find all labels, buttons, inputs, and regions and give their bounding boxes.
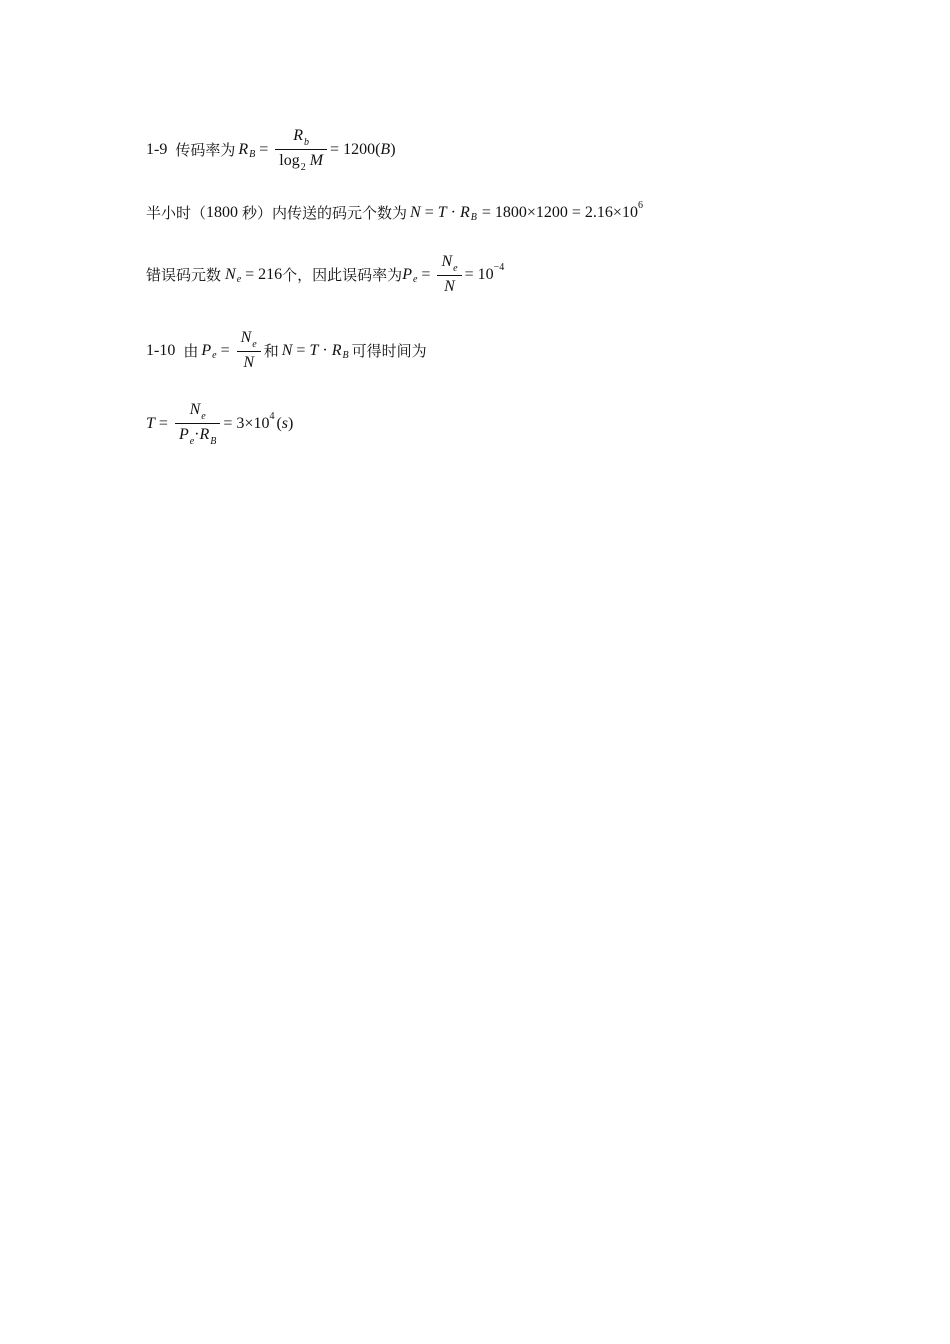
var-n-denominator: N — [444, 278, 455, 295]
sub-b-numerator: b — [304, 137, 310, 148]
result-1200: = 1200( — [330, 140, 381, 158]
equation-final-time: T = $\frac{N_e}{P_e\cdot R_B}$ = 3×10 4 ( s ) — [146, 401, 294, 447]
var-p-denominator: P — [178, 426, 189, 443]
exponent-neg4: −4 — [493, 262, 505, 273]
text-baud-rate: 传码率为 — [175, 141, 236, 159]
unit-s: s — [281, 414, 288, 432]
equation-half-hour: 半小时（ 1800 秒）内传送的码元个数为 N = T · R B = 1800×1200 = 2.16×10 6 — [146, 200, 643, 223]
fraction-rb-over-log2m — [275, 126, 327, 173]
var-n: N — [281, 341, 293, 359]
text-and: 和 — [263, 342, 279, 360]
seconds-1800: 1800 — [206, 203, 239, 221]
var-n-denominator: N — [243, 354, 254, 371]
var-p: P — [201, 341, 212, 359]
sub-b: B — [249, 149, 256, 160]
text-error-count: 错误码元数 — [146, 266, 222, 284]
fraction-ne-over-pe-rb: $\frac{N_e}{P_e\cdot R_B}$ — [175, 400, 220, 447]
var-n-numerator: N — [441, 253, 453, 270]
var-p: P — [402, 265, 412, 283]
var-n-numerator: N — [189, 401, 201, 418]
sub-e-numerator: e — [453, 263, 458, 274]
equation-errors: 错误码元数 N e = 216 个，因此误码率为 P e = $\frac{N_e}{N}$ = 10 −4 — [146, 253, 505, 295]
log-base: 2 — [300, 162, 306, 173]
var-r-numerator: R — [293, 127, 304, 144]
var-n: N — [410, 203, 421, 221]
text-half-hour-a: 半小时（ — [146, 204, 207, 222]
error-count-216: = 216 — [245, 265, 283, 283]
sub-b: B — [470, 212, 477, 223]
sub-e-numerator: e — [252, 339, 257, 350]
sub-e: e — [412, 274, 418, 285]
sub-b: B — [342, 350, 349, 361]
var-r-denominator: R — [199, 426, 210, 443]
equation-1-10: 1-10 由 P e = $\frac{N_e}{N}$ 和 N = T · R B 可得时间为 — [146, 329, 427, 371]
sub-e: e — [236, 274, 242, 285]
symbol-count-expr: = 1800×1200 = 2.16×10 — [481, 203, 638, 221]
var-t: T — [437, 203, 447, 221]
text-error-rate: 个，因此误码率为 — [282, 266, 403, 284]
var-t: T — [309, 341, 319, 359]
problem-label-1-10: 1-10 — [146, 341, 176, 359]
var-n-numerator: N — [240, 329, 252, 346]
sub-e: e — [212, 350, 217, 361]
sub-e-denominator: e — [189, 436, 195, 447]
text-half-hour-b: 秒）内传送的码元个数为 — [242, 204, 408, 222]
exponent-6: 6 — [637, 200, 643, 211]
var-r: R — [238, 140, 249, 158]
result-10: = 10 — [464, 265, 494, 283]
log-func: log — [279, 152, 300, 169]
sub-e-numerator: e — [201, 411, 206, 422]
fraction-ne-over-n — [437, 252, 461, 297]
text-from: 由 — [183, 342, 199, 360]
unit-close: ) — [288, 414, 294, 432]
text-time-is: 可得时间为 — [351, 342, 427, 360]
fraction-ne-over-n — [237, 328, 261, 373]
unit-b: B — [380, 140, 391, 158]
sub-b-denominator: B — [210, 436, 217, 447]
var-n: N — [225, 265, 236, 283]
problem-label-1-9: 1-9 — [146, 140, 168, 158]
equation-1-9: 1-9 传码率为 R B = $\frac{R_b}{\log_2 M}$ = 1200( B ) — [146, 127, 396, 173]
exponent-4: 4 — [269, 411, 275, 422]
result-3x10: = 3×10 — [223, 414, 270, 432]
var-t: T — [146, 414, 155, 432]
var-r: R — [331, 341, 342, 359]
var-m: M — [309, 152, 324, 169]
unit-open: ( — [276, 414, 282, 432]
result-close: ) — [390, 140, 396, 158]
var-r: R — [459, 203, 470, 221]
